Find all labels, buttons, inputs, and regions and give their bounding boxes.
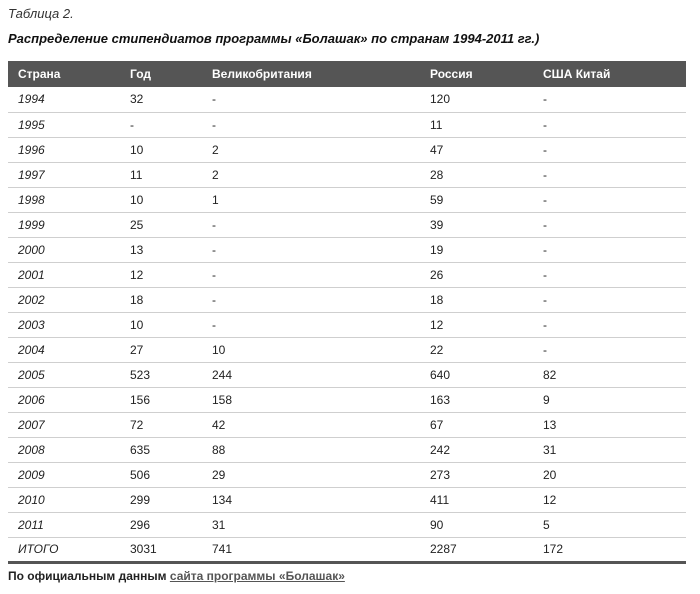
table-cell: - (202, 87, 420, 112)
table-cell: 163 (420, 387, 533, 412)
table-row (8, 237, 686, 262)
table-cell: 29 (202, 462, 420, 487)
table-cell: 28 (420, 162, 533, 187)
table-cell: 13 (120, 237, 202, 262)
table-cell: 3031 (120, 537, 202, 562)
table-cell: 1997 (8, 162, 120, 187)
table-cell: 32 (120, 87, 202, 112)
table-cell: 1998 (8, 187, 120, 212)
table-cell: 2006 (8, 387, 120, 412)
table-row (8, 212, 686, 237)
table-cell: 47 (420, 137, 533, 162)
scholarship-table (8, 61, 686, 564)
column-header-usa-china: США Китай (543, 67, 611, 81)
table-cell: - (202, 237, 420, 262)
table-row (8, 162, 686, 187)
table-cell: 1 (202, 187, 420, 212)
table-cell: 2000 (8, 237, 120, 262)
table-cell: 242 (420, 437, 533, 462)
table-row (8, 187, 686, 212)
table-cell: 10 (120, 137, 202, 162)
source-prefix: По официальным данным (8, 569, 170, 583)
table-row (8, 537, 686, 562)
table-cell: - (202, 262, 420, 287)
table-cell: 1996 (8, 137, 120, 162)
table-cell: - (533, 112, 686, 137)
table-cell: 172 (533, 537, 686, 562)
table-row (8, 312, 686, 337)
table-row (8, 387, 686, 412)
table-cell: 2011 (8, 512, 120, 537)
table-cell: 82 (533, 362, 686, 387)
table-cell: 12 (120, 262, 202, 287)
table-cell: - (533, 162, 686, 187)
table-cell: 2 (202, 137, 420, 162)
table-cell: - (533, 237, 686, 262)
table-cell: - (202, 112, 420, 137)
table-cell: - (533, 137, 686, 162)
table-cell: 20 (533, 462, 686, 487)
table-cell: - (533, 287, 686, 312)
table-row (8, 137, 686, 162)
table-cell: 25 (120, 212, 202, 237)
table-cell: 26 (420, 262, 533, 287)
column-header-russia: Россия (430, 67, 473, 81)
table-cell: - (533, 212, 686, 237)
table-header-row (8, 61, 686, 87)
table-cell: - (202, 312, 420, 337)
table-cell: 31 (533, 437, 686, 462)
table-cell: 10 (120, 312, 202, 337)
table-cell: - (202, 287, 420, 312)
table-cell: - (533, 337, 686, 362)
table-row (8, 362, 686, 387)
table-row (8, 512, 686, 537)
table-row (8, 337, 686, 362)
table-cell: 88 (202, 437, 420, 462)
table-cell: 2 (202, 162, 420, 187)
table-cell: 635 (120, 437, 202, 462)
table-cell: 59 (420, 187, 533, 212)
table-cell: 299 (120, 487, 202, 512)
table-cell: 22 (420, 337, 533, 362)
source-link[interactable]: сайта программы «Болашак» (169, 569, 345, 583)
table-cell: 411 (420, 487, 533, 512)
table-cell: 39 (420, 212, 533, 237)
table-cell: 12 (420, 312, 533, 337)
table-cell: 19 (420, 237, 533, 262)
table-cell: 156 (120, 387, 202, 412)
table-cell: 27 (120, 337, 202, 362)
table-cell: 2008 (8, 437, 120, 462)
table-cell: 134 (202, 487, 420, 512)
table-cell: 42 (202, 412, 420, 437)
table-cell: 120 (420, 87, 533, 112)
table-cell: 2287 (420, 537, 533, 562)
table-cell: 72 (120, 412, 202, 437)
table-cell: - (533, 187, 686, 212)
table-row (8, 87, 686, 112)
table-cell: 2001 (8, 262, 120, 287)
table-cell: 1995 (8, 112, 120, 137)
table-cell: 2003 (8, 312, 120, 337)
table-cell: 18 (120, 287, 202, 312)
table-row (8, 287, 686, 312)
table-cell: 18 (420, 287, 533, 312)
table-cell: 2004 (8, 337, 120, 362)
table-cell: 10 (120, 187, 202, 212)
column-header-year: Год (130, 67, 151, 81)
table-cell: 12 (533, 487, 686, 512)
table-cell: 1999 (8, 212, 120, 237)
table-cell: 506 (120, 462, 202, 487)
source-note (8, 569, 345, 583)
table-cell: 2005 (8, 362, 120, 387)
table-caption: Таблица 2. (8, 6, 74, 21)
table-cell: - (533, 312, 686, 337)
table-cell: 90 (420, 512, 533, 537)
table-cell: 11 (420, 112, 533, 137)
table-cell: 9 (533, 387, 686, 412)
table-cell: 640 (420, 362, 533, 387)
table-cell: 5 (533, 512, 686, 537)
table-cell: - (533, 87, 686, 112)
column-header-country: Страна (18, 67, 61, 81)
table-cell: 13 (533, 412, 686, 437)
table-cell: - (533, 262, 686, 287)
table-cell: 296 (120, 512, 202, 537)
table-row (8, 437, 686, 462)
table-cell: ИТОГО (8, 537, 120, 562)
column-header-uk: Великобритания (212, 67, 312, 81)
table-cell: 741 (202, 537, 420, 562)
table-cell: - (202, 212, 420, 237)
table-cell: 67 (420, 412, 533, 437)
table-cell: 2010 (8, 487, 120, 512)
table-cell: 2007 (8, 412, 120, 437)
table-cell: 2009 (8, 462, 120, 487)
table-cell: 273 (420, 462, 533, 487)
table-cell: 31 (202, 512, 420, 537)
table-cell: 1994 (8, 87, 120, 112)
table-cell: 2002 (8, 287, 120, 312)
table-row (8, 112, 686, 137)
table-row (8, 487, 686, 512)
table-row (8, 262, 686, 287)
table-row (8, 462, 686, 487)
table-cell: 10 (202, 337, 420, 362)
table-title: Распределение стипендиатов программы «Болашак» по странам 1994-2011 гг.) (8, 31, 540, 46)
table-cell: - (120, 112, 202, 137)
table-row (8, 412, 686, 437)
table-cell: 158 (202, 387, 420, 412)
table-cell: 244 (202, 362, 420, 387)
table-cell: 523 (120, 362, 202, 387)
table-cell: 11 (120, 162, 202, 187)
